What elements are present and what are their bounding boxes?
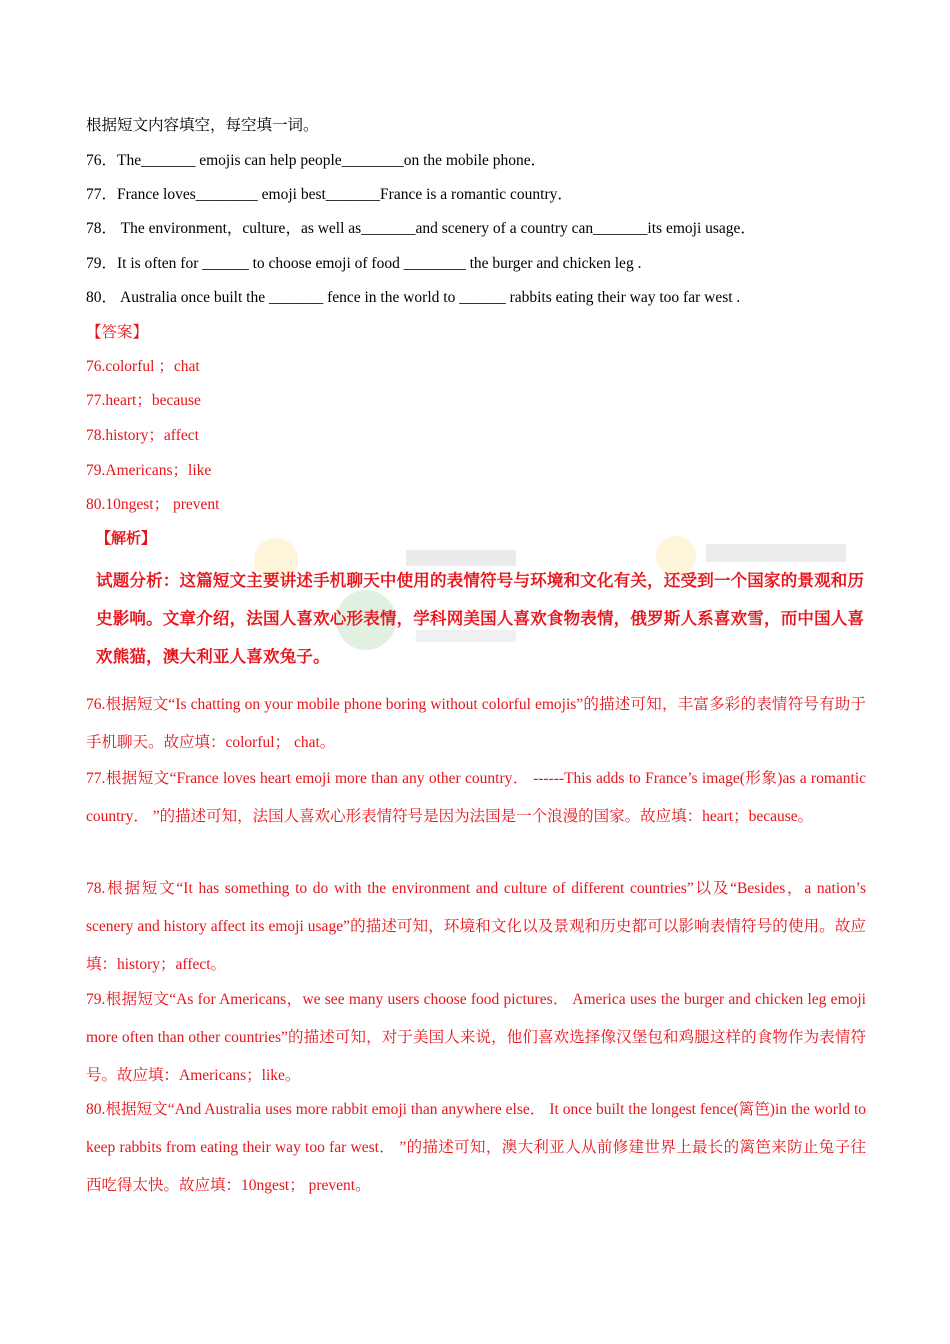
explanation-80: 80.根据短文“And Australia uses more rabbit emoji than anywhere else． It once built the longest fence(篱笆)in the world to keep rabbits from eating their way too far west． ”的描述可知，澳大利亚人从前修建世界上最长的篱笆来防止兔子往西吃得太快。故应填：10ngest； prevent。 <box>86 1101 866 1194</box>
explanation-76: 76.根据短文“Is chatting on your mobile phone boring without colorful emojis”的描述可知，丰富多彩的表情符号有助于手机聊天。故应填：colorful； chat。 <box>86 696 866 751</box>
question-78: 78． The environment，culture，as well as_______and scenery of a country can_______its emoji usage． <box>86 220 756 237</box>
explanation-79: 79.根据短文“As for Americans，we see many users choose food pictures． America uses the burger and chicken leg emoji more often than other countries”的描述可知，对于美国人来说，他们喜欢选择像汉堡包和鸡腿这样的食物作为表情符号。故应填：Americans；like。 <box>86 991 866 1084</box>
analysis-header: 【解析】 <box>96 529 157 547</box>
question-76: 76．The_______ emojis can help people________on the mobile phone． <box>86 152 547 169</box>
question-77: 77．France loves________ emoji best_______France is a romantic country． <box>86 186 573 203</box>
analysis-summary: 试题分析：这篇短文主要讲述手机聊天中使用的表情符号与环境和文化有关，还受到一个国家的景观和历史影响。文章介绍，法国人喜欢心形表情，学科网美国人喜欢食物表情，俄罗斯人系喜欢雪，而中国人喜欢熊猫，澳大利亚人喜欢兔子。 <box>96 571 865 666</box>
question-80: 80． Australia once built the _______ fence in the world to ______ rabbits eating their way too far west . <box>86 289 741 306</box>
explanation-78: 78.根据短文“It has something to do with the environment and culture of different countries”以及“Besides，a nation’s scenery and history affect its emoji usage”的描述可知，环境和文化以及景观和历史都可以影响表情符号的使用。故应填：history；affect。 <box>86 880 866 973</box>
instruction: 根据短文内容填空，每空填一词。 <box>86 117 319 134</box>
answer-80: 80.10ngest； prevent <box>86 496 220 513</box>
explanation-77: 77.根据短文“France loves heart emoji more than any other country． ------This adds to France’s image(形象)as a romantic country． ”的描述可知，法国人喜欢心形表情符号是因为法国是一个浪漫的国家。故应填：heart；because。 <box>86 770 866 825</box>
analysis-section <box>86 526 876 676</box>
answer-header: 【答案】 <box>86 324 149 341</box>
answer-79: 79.Americans；like <box>86 462 212 479</box>
answer-77: 77.heart；because <box>86 392 201 409</box>
answer-76: 76.colorful ；chat <box>86 358 200 375</box>
question-79: 79．It is often for ______ to choose emoji of food ________ the burger and chicken leg . <box>86 255 642 272</box>
answer-78: 78.history；affect <box>86 427 199 444</box>
